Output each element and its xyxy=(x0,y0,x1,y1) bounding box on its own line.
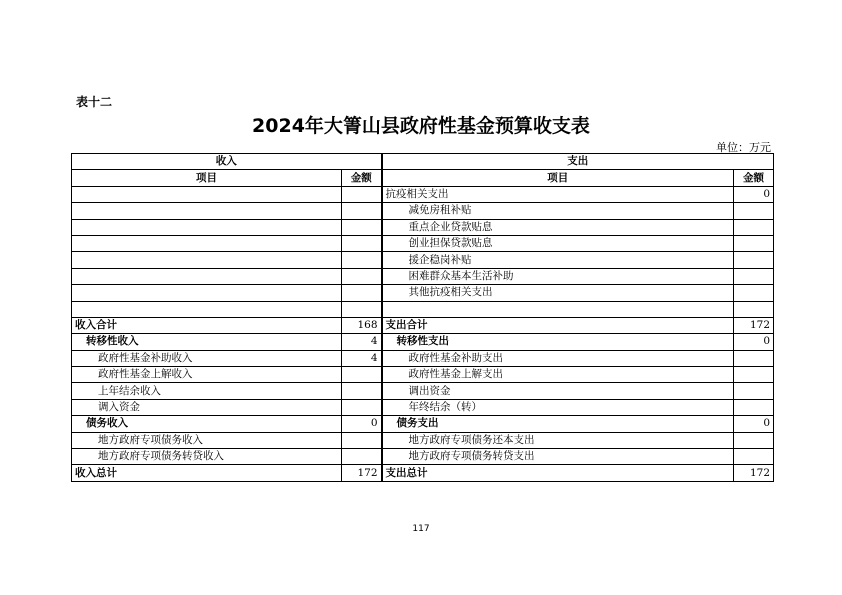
expense-amount-cell xyxy=(734,399,774,415)
income-item-cell: 调入资金 xyxy=(72,399,342,415)
income-item-cell xyxy=(72,203,342,219)
table-row xyxy=(72,252,774,268)
expense-amount-cell xyxy=(734,235,774,251)
expense-item-cell: 援企稳岗补贴 xyxy=(382,252,734,268)
expense-item-cell: 重点企业贷款贴息 xyxy=(382,219,734,235)
expense-item-cell: 减免房租补贴 xyxy=(382,203,734,219)
expense-item-cell: 抗疫相关支出 xyxy=(382,186,734,202)
income-amount-header: 金额 xyxy=(342,170,382,186)
expense-total-amount: 172 xyxy=(734,465,774,481)
unit-label: 单位：万元 xyxy=(716,141,771,154)
expense-amount-cell xyxy=(734,285,774,301)
income-item-cell: 地方政府专项债务转贷收入 xyxy=(72,449,342,465)
expense-amount-cell xyxy=(734,268,774,284)
page-number: 117 xyxy=(412,524,430,534)
income-amount-cell: 4 xyxy=(342,350,382,366)
income-amount-cell xyxy=(342,219,382,235)
table-row xyxy=(72,301,774,317)
expense-item-cell: 地方政府专项债务还本支出 xyxy=(382,432,734,448)
income-amount-cell xyxy=(342,383,382,399)
table-row xyxy=(72,334,774,350)
income-subtotal-amount: 168 xyxy=(342,317,382,333)
income-amount-cell xyxy=(342,268,382,284)
income-item-cell: 债务收入 xyxy=(72,416,342,432)
income-item-cell: 上年结余收入 xyxy=(72,383,342,399)
expense-amount-cell xyxy=(734,203,774,219)
table-row xyxy=(72,399,774,415)
income-amount-cell xyxy=(342,252,382,268)
table-row xyxy=(72,219,774,235)
expense-amount-cell xyxy=(734,367,774,383)
expense-subtotal-amount: 172 xyxy=(734,317,774,333)
table-row xyxy=(72,268,774,284)
expense-amount-cell xyxy=(734,219,774,235)
table-row xyxy=(72,285,774,301)
expense-amount-cell: 0 xyxy=(734,334,774,350)
income-item-cell xyxy=(72,186,342,202)
income-total-label: 收入总计 xyxy=(72,465,342,481)
expense-subtotal-label: 支出合计 xyxy=(382,317,734,333)
expense-amount-header: 金额 xyxy=(734,170,774,186)
subtotal-row xyxy=(72,317,774,333)
expense-item-cell: 调出资金 xyxy=(382,383,734,399)
income-item-cell xyxy=(72,301,342,317)
income-item-cell xyxy=(72,235,342,251)
header-row-sections xyxy=(72,154,774,170)
expense-amount-cell xyxy=(734,449,774,465)
expense-item-cell: 困难群众基本生活补助 xyxy=(382,268,734,284)
income-amount-cell xyxy=(342,186,382,202)
income-amount-cell: 4 xyxy=(342,334,382,350)
income-amount-cell xyxy=(342,203,382,219)
page-title: 2024年大箐山县政府性基金预算收支表 xyxy=(252,115,590,137)
income-section-header: 收入 xyxy=(72,154,382,170)
income-item-cell xyxy=(72,219,342,235)
income-item-cell: 政府性基金上解收入 xyxy=(72,367,342,383)
income-item-cell: 转移性收入 xyxy=(72,334,342,350)
table-row xyxy=(72,367,774,383)
expense-item-header: 项目 xyxy=(382,170,734,186)
expense-item-cell: 其他抗疫相关支出 xyxy=(382,285,734,301)
income-amount-cell xyxy=(342,367,382,383)
expense-item-cell xyxy=(382,301,734,317)
income-amount-cell xyxy=(342,285,382,301)
expense-total-label: 支出总计 xyxy=(382,465,734,481)
income-amount-cell xyxy=(342,432,382,448)
expense-item-cell: 年终结余（转） xyxy=(382,399,734,415)
expense-amount-cell: 0 xyxy=(734,186,774,202)
expense-item-cell: 创业担保贷款贴息 xyxy=(382,235,734,251)
income-item-header: 项目 xyxy=(72,170,342,186)
table-row xyxy=(72,350,774,366)
income-item-cell xyxy=(72,285,342,301)
income-item-cell xyxy=(72,268,342,284)
income-amount-cell: 0 xyxy=(342,416,382,432)
income-item-cell: 政府性基金补助收入 xyxy=(72,350,342,366)
expense-item-cell: 债务支出 xyxy=(382,416,734,432)
table-row xyxy=(72,383,774,399)
budget-table xyxy=(71,153,774,482)
table-row xyxy=(72,432,774,448)
income-amount-cell xyxy=(342,235,382,251)
expense-item-cell: 转移性支出 xyxy=(382,334,734,350)
table-number-label: 表十二 xyxy=(76,95,113,109)
table-row xyxy=(72,186,774,202)
income-item-cell xyxy=(72,252,342,268)
expense-item-cell: 地方政府专项债务转贷支出 xyxy=(382,449,734,465)
income-amount-cell xyxy=(342,399,382,415)
grand-total-row xyxy=(72,465,774,481)
expense-amount-cell xyxy=(734,301,774,317)
expense-amount-cell xyxy=(734,432,774,448)
table-row xyxy=(72,416,774,432)
income-item-cell: 地方政府专项债务收入 xyxy=(72,432,342,448)
table-row xyxy=(72,203,774,219)
income-total-amount: 172 xyxy=(342,465,382,481)
expense-section-header: 支出 xyxy=(382,154,774,170)
table-row xyxy=(72,449,774,465)
income-amount-cell xyxy=(342,449,382,465)
expense-item-cell: 政府性基金上解支出 xyxy=(382,367,734,383)
expense-amount-cell xyxy=(734,350,774,366)
expense-amount-cell xyxy=(734,252,774,268)
table-row xyxy=(72,235,774,251)
income-amount-cell xyxy=(342,301,382,317)
header-row-columns xyxy=(72,170,774,186)
expense-item-cell: 政府性基金补助支出 xyxy=(382,350,734,366)
income-subtotal-label: 收入合计 xyxy=(72,317,342,333)
expense-amount-cell xyxy=(734,383,774,399)
expense-amount-cell: 0 xyxy=(734,416,774,432)
